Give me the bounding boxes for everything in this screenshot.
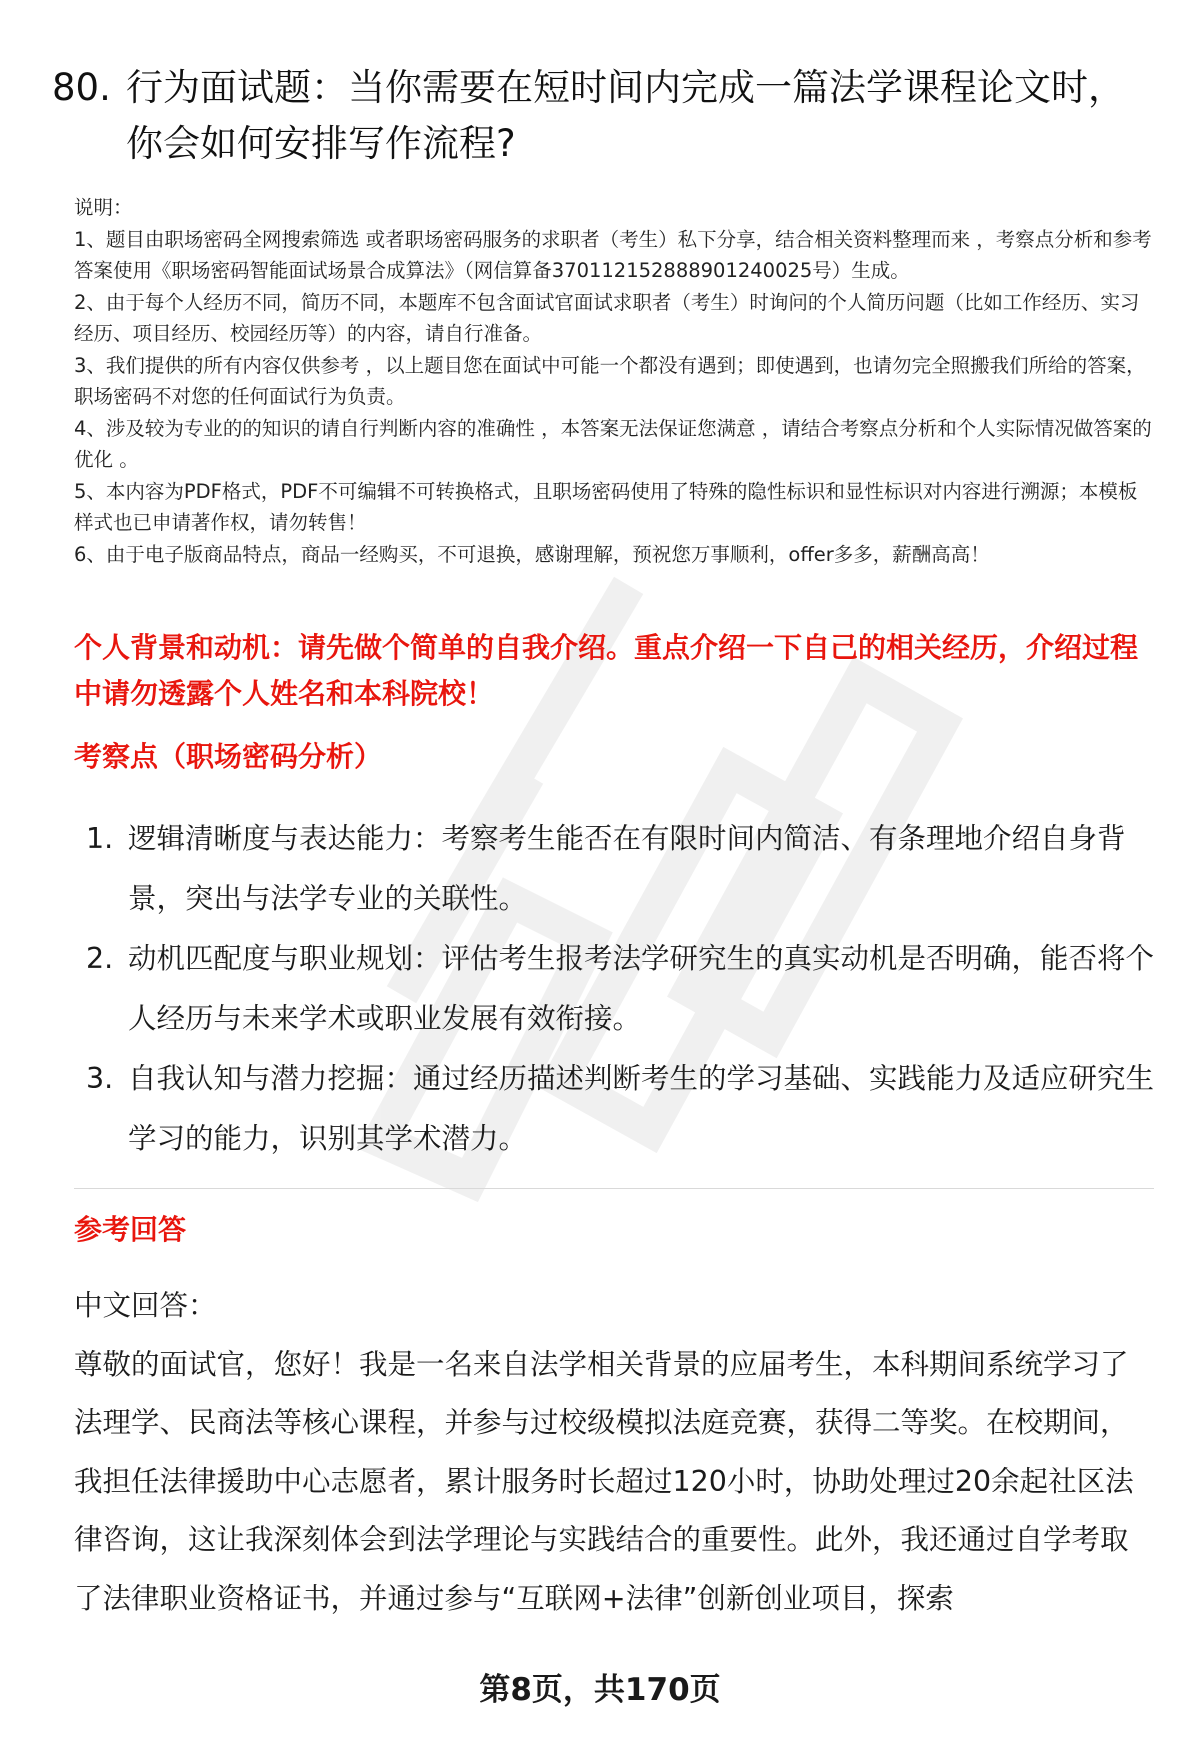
notes-label: 说明：	[74, 196, 133, 219]
focus-points-list	[74, 809, 1154, 1169]
focus-point-text: 动机匹配度与职业规划：评估考生报考法学研究生的真实动机是否明确，能否将个人经历与未来学术或职业发展有效衔接。	[128, 942, 1155, 1035]
focus-point-index: 1.	[86, 822, 114, 855]
note-item: 5、本内容为PDF格式，PDF不可编辑不可转换格式，且职场密码使用了特殊的隐性标识和显性标识对内容进行溯源；本模板样式也已申请著作权，请勿转售！	[74, 479, 1138, 534]
reference-heading: 参考回答	[74, 1213, 187, 1246]
reference-answer	[74, 1277, 1154, 1628]
note-item: 4、涉及较为专业的的知识的请自行判断内容的准确性 ，本答案无法保证您满意 ，请结合考察点分析和个人实际情况做答案的优化 。	[74, 416, 1152, 471]
focus-point-text: 逻辑清晰度与表达能力：考察考生能否在有限时间内简洁、有条理地介绍自身背景，突出与法学专业的关联性。	[128, 822, 1126, 915]
note-item: 6、由于电子版商品特点，商品一经购买，不可退换，感谢理解，预祝您万事顺利，offer多多，薪酬高高！	[74, 542, 990, 566]
question-title	[52, 60, 1152, 172]
focus-point-index: 3.	[86, 1062, 114, 1095]
question-text: 行为面试题：当你需要在短时间内完成一篇法学课程论文时，你会如何安排写作流程?	[126, 66, 1125, 165]
answer-body: 尊敬的面试官，您好！我是一名来自法学相关背景的应届考生，本科期间系统学习了法理学、民商法等核心课程，并参与过校级模拟法庭竞赛，获得二等奖。在校期间，我担任法律援助中心志愿者，累计服务时长超过120小时，协助处理过20余起社区法律咨询，这让我深刻体会到法学理论与实践结合的重要性。此外，我还通过自学考取了法律职业资格证书，并通过参与“互联网+法律”创新创业项目，探索	[74, 1347, 1134, 1615]
focus-heading: 考察点（职场密码分析）	[74, 740, 383, 773]
focus-point	[74, 1049, 1154, 1169]
question-number: 80.	[52, 66, 111, 109]
focus-point	[74, 929, 1154, 1049]
focus-point-index: 2.	[86, 942, 114, 975]
notes-section	[74, 192, 1154, 570]
motivation-heading: 个人背景和动机：请先做个简单的自我介绍。重点介绍一下自己的相关经历，介绍过程中请勿透露个人姓名和本科院校！	[74, 631, 1139, 710]
focus-point-text: 自我认知与潜力挖掘：通过经历描述判断考生的学习基础、实践能力及适应研究生学习的能力，识别其学术潜力。	[128, 1062, 1155, 1155]
section-divider	[74, 1188, 1154, 1189]
note-item: 1、题目由职场密码全网搜索筛选 或者职场密码服务的求职者（考生）私下分享，结合相关资料整理而来 ，考察点分析和参考答案使用《职场密码智能面试场景合成算法》（网信算备370112152888901240025号）生成。	[74, 227, 1152, 282]
note-item: 3、我们提供的所有内容仅供参考 ，以上题目您在面试中可能一个都没有遇到；即使遇到，也请勿完全照搬我们所给的答案，职场密码不对您的任何面试行为负责。	[74, 353, 1146, 408]
focus-point	[74, 809, 1154, 929]
page-number: 第8页，共170页	[479, 1672, 721, 1708]
answer-label: 中文回答：	[74, 1289, 217, 1322]
note-item: 2、由于每个人经历不同，简历不同，本题库不包含面试官面试求职者（考生）时询问的个人简历问题（比如工作经历、实习经历、项目经历、校园经历等）的内容，请自行准备。	[74, 290, 1140, 345]
